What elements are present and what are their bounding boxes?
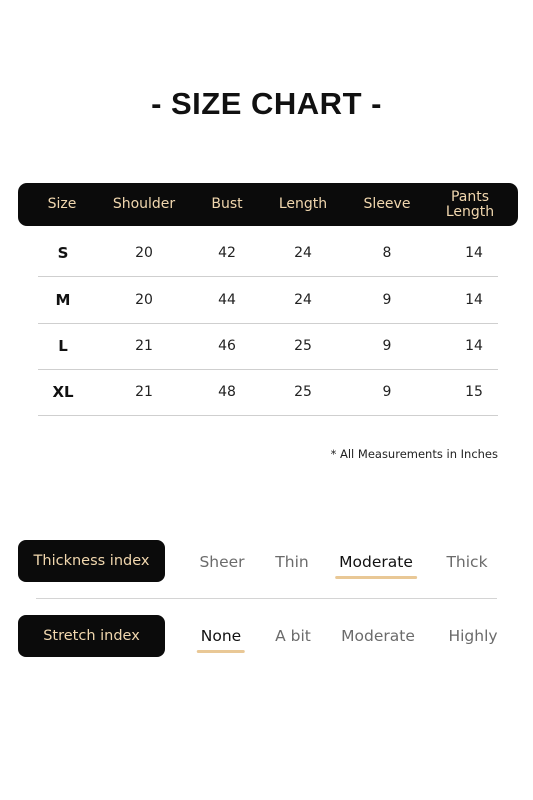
section-divider xyxy=(36,598,497,599)
header-length: Length xyxy=(278,196,328,212)
cell-sleeve: 8 xyxy=(382,245,392,261)
thickness-option-sheer: Sheer xyxy=(199,553,245,571)
cell-size: L xyxy=(58,337,68,355)
cell-bust: 48 xyxy=(218,384,236,400)
cell-shoulder: 21 xyxy=(135,338,153,354)
cell-sleeve: 9 xyxy=(382,384,392,400)
stretch-option-a-bit: A bit xyxy=(275,627,311,645)
cell-shoulder: 20 xyxy=(135,245,153,261)
thickness-option-thick: Thick xyxy=(446,553,488,571)
cell-pants-length: 15 xyxy=(465,384,483,400)
cell-size: M xyxy=(55,291,71,309)
cell-length: 25 xyxy=(294,384,312,400)
table-row xyxy=(38,323,498,370)
header-shoulder: Shoulder xyxy=(112,196,176,212)
cell-length: 25 xyxy=(294,338,312,354)
cell-pants-length: 14 xyxy=(465,292,483,308)
cell-shoulder: 21 xyxy=(135,384,153,400)
cell-pants-length: 14 xyxy=(465,245,483,261)
stretch-index-label: Stretch index xyxy=(18,615,165,657)
cell-length: 24 xyxy=(294,245,312,261)
page-title: - SIZE CHART - xyxy=(151,86,382,121)
cell-bust: 44 xyxy=(218,292,236,308)
cell-size: XL xyxy=(52,383,74,401)
thickness-option-thin: Thin xyxy=(275,553,309,571)
cell-size: S xyxy=(57,244,69,262)
table-row xyxy=(38,230,498,277)
cell-sleeve: 9 xyxy=(382,292,392,308)
table-row xyxy=(38,277,498,324)
cell-bust: 42 xyxy=(218,245,236,261)
thickness-option-moderate: Moderate xyxy=(339,553,413,571)
header-size: Size xyxy=(47,196,77,212)
size-table-header xyxy=(18,183,518,226)
measurement-note: * All Measurements in Inches xyxy=(330,447,498,461)
table-row xyxy=(38,369,498,416)
stretch-option-moderate: Moderate xyxy=(341,627,415,645)
stretch-option-highly: Highly xyxy=(448,627,498,645)
cell-shoulder: 20 xyxy=(135,292,153,308)
stretch-option-none: None xyxy=(200,627,242,645)
header-bust: Bust xyxy=(211,196,243,212)
cell-pants-length: 14 xyxy=(465,338,483,354)
cell-bust: 46 xyxy=(218,338,236,354)
header-sleeve: Sleeve xyxy=(363,196,411,212)
cell-length: 24 xyxy=(294,292,312,308)
cell-sleeve: 9 xyxy=(382,338,392,354)
header-pants-length: Pants Length xyxy=(445,188,495,220)
thickness-index-label: Thickness index xyxy=(18,540,165,582)
